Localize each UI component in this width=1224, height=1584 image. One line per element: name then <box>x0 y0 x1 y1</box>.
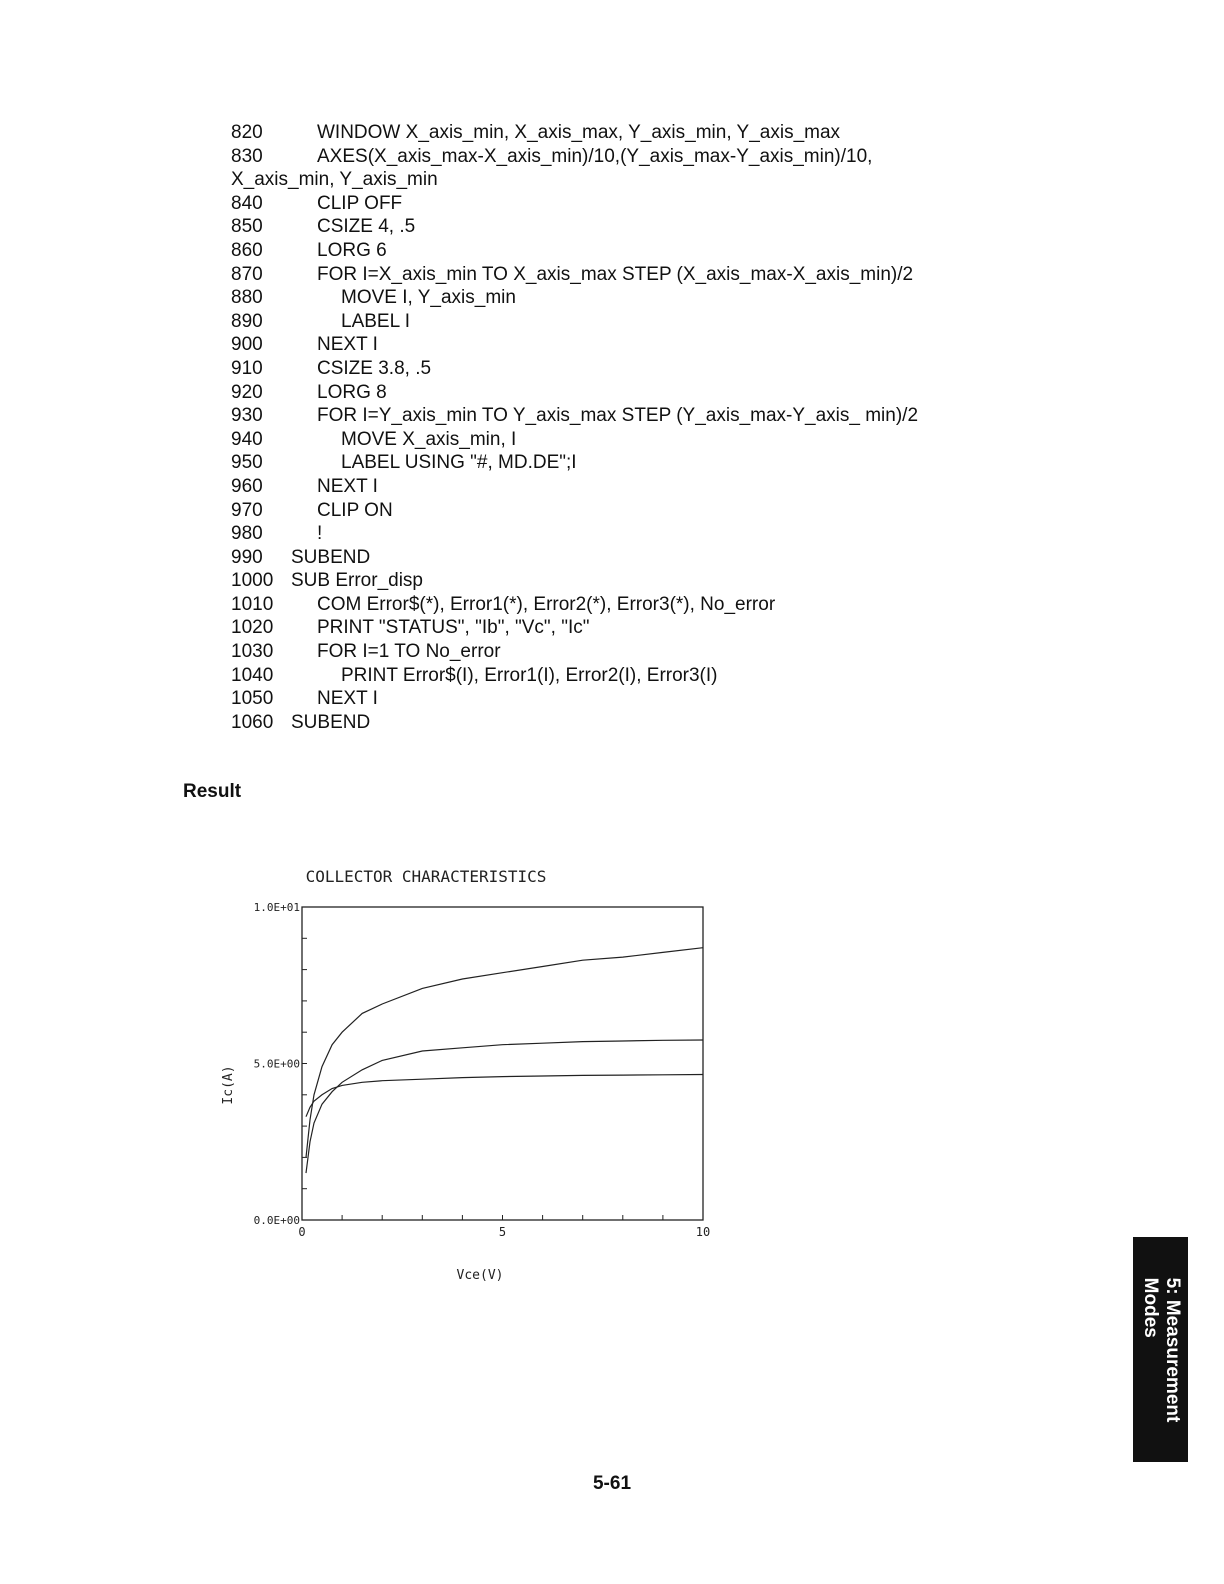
code-text: SUBEND <box>291 711 371 733</box>
page-number: 5-61 <box>592 1473 632 1494</box>
line-number: 960 <box>231 475 263 497</box>
line-number: 1040 <box>231 664 274 686</box>
line-number: 840 <box>231 192 263 214</box>
line-number: 870 <box>231 263 263 285</box>
code-text: FOR I=Y_axis_min TO Y_axis_max STEP (Y_axis_max-Y_axis_ min)/2 <box>317 405 919 427</box>
line-number: 950 <box>231 452 263 474</box>
line-number: 1050 <box>231 688 274 710</box>
curve-1 <box>306 1040 703 1173</box>
section-tab-line-2: Modes <box>1139 1277 1161 1338</box>
line-number: 940 <box>231 428 263 450</box>
code-text: PRINT "STATUS", "Ib", "Vc", "Ic" <box>317 617 590 639</box>
line-number: 1020 <box>231 617 274 639</box>
code-text: NEXT I <box>317 334 378 356</box>
line-number: 860 <box>231 239 263 261</box>
code-text: LORG 8 <box>317 381 387 403</box>
section-tab-label <box>1139 1277 1183 1422</box>
code-text: FOR I=1 TO No_error <box>317 641 501 663</box>
result-heading: Result <box>183 781 242 802</box>
x-tick-label: 0 <box>298 1225 306 1239</box>
y-axis-label: Ic(A) <box>221 1065 236 1105</box>
code-text: MOVE X_axis_min, I <box>341 428 517 450</box>
plot-area <box>254 901 711 1239</box>
code-text: CLIP ON <box>317 499 393 521</box>
code-text: NEXT I <box>317 688 378 710</box>
plot-frame <box>302 907 703 1220</box>
code-text: NEXT I <box>317 475 378 497</box>
collector-characteristics-chart <box>200 855 740 1295</box>
y-tick-label: 5.0E+00 <box>253 1057 300 1071</box>
x-tick-label: 5 <box>498 1225 507 1239</box>
x-axis-label: Vce(V) <box>456 1268 504 1283</box>
code-text: LABEL USING "#, MD.DE";I <box>341 452 577 474</box>
code-text: PRINT Error$(I), Error1(I), Error2(I), Error3(I) <box>341 664 718 686</box>
line-number: 910 <box>231 357 263 379</box>
line-number: 1010 <box>231 593 274 615</box>
code-text: FOR I=X_axis_min TO X_axis_max STEP (X_axis_max-X_axis_min)/2 <box>317 263 914 285</box>
y-tick-label: 1.0E+01 <box>253 901 300 914</box>
code-text: COM Error$(*), Error1(*), Error2(*), Error3(*), No_error <box>317 593 776 615</box>
line-number: 1060 <box>231 711 274 733</box>
x-tick-label: 10 <box>695 1225 711 1239</box>
line-number: 830 <box>231 145 263 167</box>
code-text: MOVE I, Y_axis_min <box>341 287 516 309</box>
code-text: SUB Error_disp <box>291 570 423 592</box>
line-number: 1000 <box>231 570 274 592</box>
code-text: CSIZE 3.8, .5 <box>317 357 432 379</box>
code-text: LORG 6 <box>317 239 387 261</box>
line-number: 930 <box>231 405 263 427</box>
line-number: 920 <box>231 381 263 403</box>
line-number: 970 <box>231 499 263 521</box>
line-number: 1030 <box>231 641 274 663</box>
code-text: AXES(X_axis_max-X_axis_min)/10,(Y_axis_max-Y_axis_min)/10, <box>317 145 873 167</box>
code-text: X_axis_min, Y_axis_min <box>231 169 438 191</box>
line-number: 990 <box>231 546 263 568</box>
code-text: WINDOW X_axis_min, X_axis_max, Y_axis_min, Y_axis_max <box>317 122 841 143</box>
chart-title: COLLECTOR CHARACTERISTICS <box>305 867 547 886</box>
line-number: 880 <box>231 287 263 309</box>
code-text: ! <box>317 523 323 545</box>
code-text: CSIZE 4, .5 <box>317 216 416 238</box>
line-number: 980 <box>231 523 263 545</box>
line-number: 850 <box>231 216 263 238</box>
line-number: 820 <box>231 122 263 143</box>
section-tab <box>1133 1237 1188 1462</box>
curve-3 <box>306 1075 703 1117</box>
code-text: LABEL I <box>341 310 411 332</box>
section-tab-line-1: 5: Measurement <box>1161 1277 1183 1422</box>
y-tick-label: 0.0E+00 <box>253 1214 300 1227</box>
line-number: 900 <box>231 334 263 356</box>
code-text: SUBEND <box>291 546 371 568</box>
line-number: 890 <box>231 310 263 332</box>
curve-2 <box>306 948 703 1158</box>
code-text: CLIP OFF <box>317 192 403 214</box>
